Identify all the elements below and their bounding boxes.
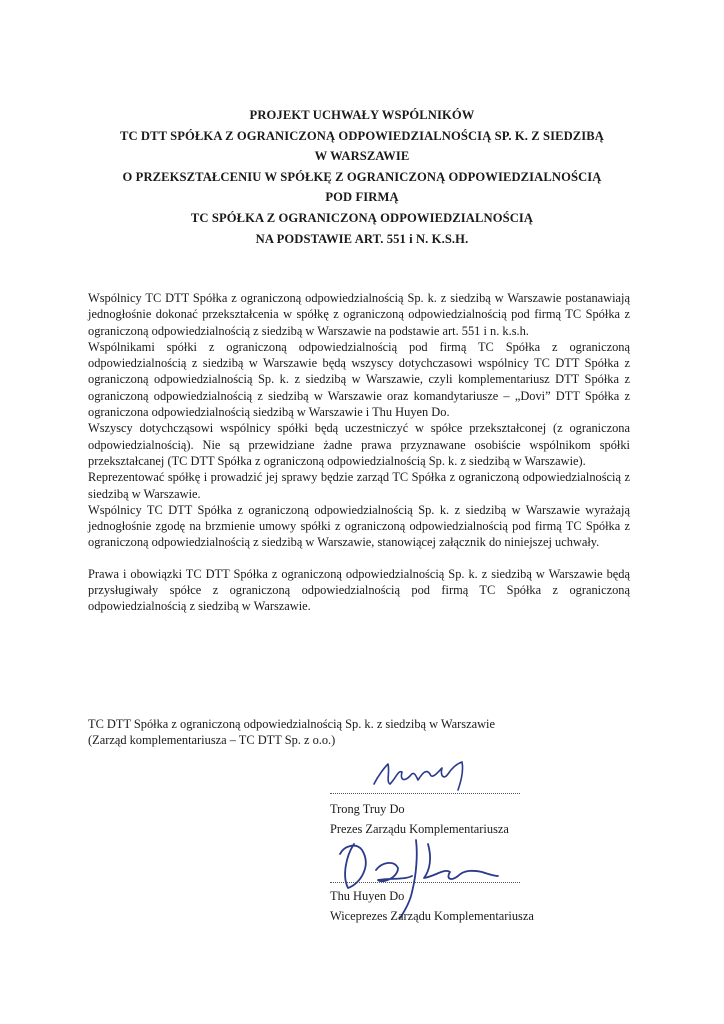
signer-2-role: Wiceprezes Zarządu Komplementariusza xyxy=(330,909,534,923)
signature-1-image xyxy=(368,752,478,794)
footer-company xyxy=(88,716,648,749)
footer-company-name: TC DTT Spółka z ograniczoną odpowiedzialnością Sp. k. z siedzibą w Warszawie xyxy=(88,717,495,731)
paragraph-consent: Wspólnicy TC DTT Spółka z ograniczoną odpowiedzialnością Sp. k. z siedzibą w Warszawie wyrażają jednogłośnie zgodę na brzmienie umowy spółki z ograniczoną odpowiedzialnością pod firmą TC Spółka z ograniczoną odpowiedzialnością z siedzibą w Warszawie, stanowiącej załącznik do niniejszej uchwały. xyxy=(88,502,630,550)
signer-2-name: Thu Huyen Do xyxy=(330,889,405,903)
title-line-3: W WARSZAWIE xyxy=(314,149,410,164)
title-line-6: TC SPÓŁKA Z OGRANICZONĄ ODPOWIEDZIALNOŚCIĄ xyxy=(190,210,534,225)
title-line-5: POD FIRMĄ xyxy=(325,190,399,205)
title-line-1: PROJEKT UCHWAŁY WSPÓLNIKÓW xyxy=(249,108,475,122)
signer-1-name: Trong Truy Do xyxy=(330,802,405,816)
paragraph-participation: Wszyscy dotychcząsowi wspólnicy spółki będą uczestniczyć w spółce przekształconej (z ograniczona odpowiedzialnością). Nie są przewidziane żadne prawa przyznawane osobiście wspólnikom spółki przekształcanej (TC DTT Spółka z ograniczoną odpowiedzialnością Sp. k. z siedzibą w Warszawie). xyxy=(88,421,630,468)
signer-1-role: Prezes Zarządu Komplementariusza xyxy=(330,822,509,836)
title-line-4: O PRZEKSZTAŁCENIU W SPÓŁKĘ Z OGRANICZONĄ ODPOWIEDZIALNOŚCIĄ xyxy=(122,169,602,184)
paragraph-representation: Reprezentować spółkę i prowadzić jej sprawy będzie zarząd TC Spółka z ograniczoną odpowiedzialnością z siedzibą w Warszawie. xyxy=(88,470,630,501)
title-line-7: NA PODSTAWIE ART. 551 i N. K.S.H. xyxy=(255,231,469,246)
paragraph-partners: Wspólnikami spółki z ograniczoną odpowiedzialnością pod firmą TC Spółka z ograniczoną odpowiedzialnością z siedzibą w Warszawie będą wszyscy dotychczasowi wspólnicy TC DTT Spółka z ograniczoną odpowiedzialnością Sp. k. z siedzibą w Warszawie, czyli komplementariusz DTT Spółka z ograniczoną odpowiedzialnością z siedzibą w Warszawie oraz komandytariusze – „Dovi” DTT Spółka z ograniczona odpowiedzialnością siedzibą w Warszawie i Thu Huyen Do. xyxy=(88,339,630,420)
resolution-body xyxy=(88,290,630,615)
paragraph-transformation: Wspólnicy TC DTT Spółka z ograniczoną odpowiedzialnością Sp. k. z siedzibą w Warszawie postanawiają jednogłośnie dokonać przekształcenia w spółkę z ograniczoną odpowiedzialnością pod firmą TC Spółka z ograniczoną odpowiedzialnością z siedzibą w Warszawie na podstawie art. 551 i n. k.s.h. xyxy=(88,291,630,338)
signature-line-1 xyxy=(330,793,520,794)
footer-management: (Zarząd komplementariusza – TC DTT Sp. z o.o.) xyxy=(88,733,336,748)
paragraph-rights: Prawa i obowiązki TC DTT Spółka z ograniczoną odpowiedzialnością Sp. k. z siedzibą w Warszawie będą przysługiwały spółce z ograniczoną odpowiedzialnością pod firmą TC Spółka z ograniczoną odpowiedzialnością z siedzibą w Warszawie. xyxy=(88,566,630,614)
signature-line-2 xyxy=(330,882,520,883)
title-line-2: TC DTT SPÓŁKA Z OGRANICZONĄ ODPOWIEDZIALNOŚCIĄ SP. K. Z SIEDZIBĄ xyxy=(119,128,605,143)
resolution-title xyxy=(60,105,664,249)
